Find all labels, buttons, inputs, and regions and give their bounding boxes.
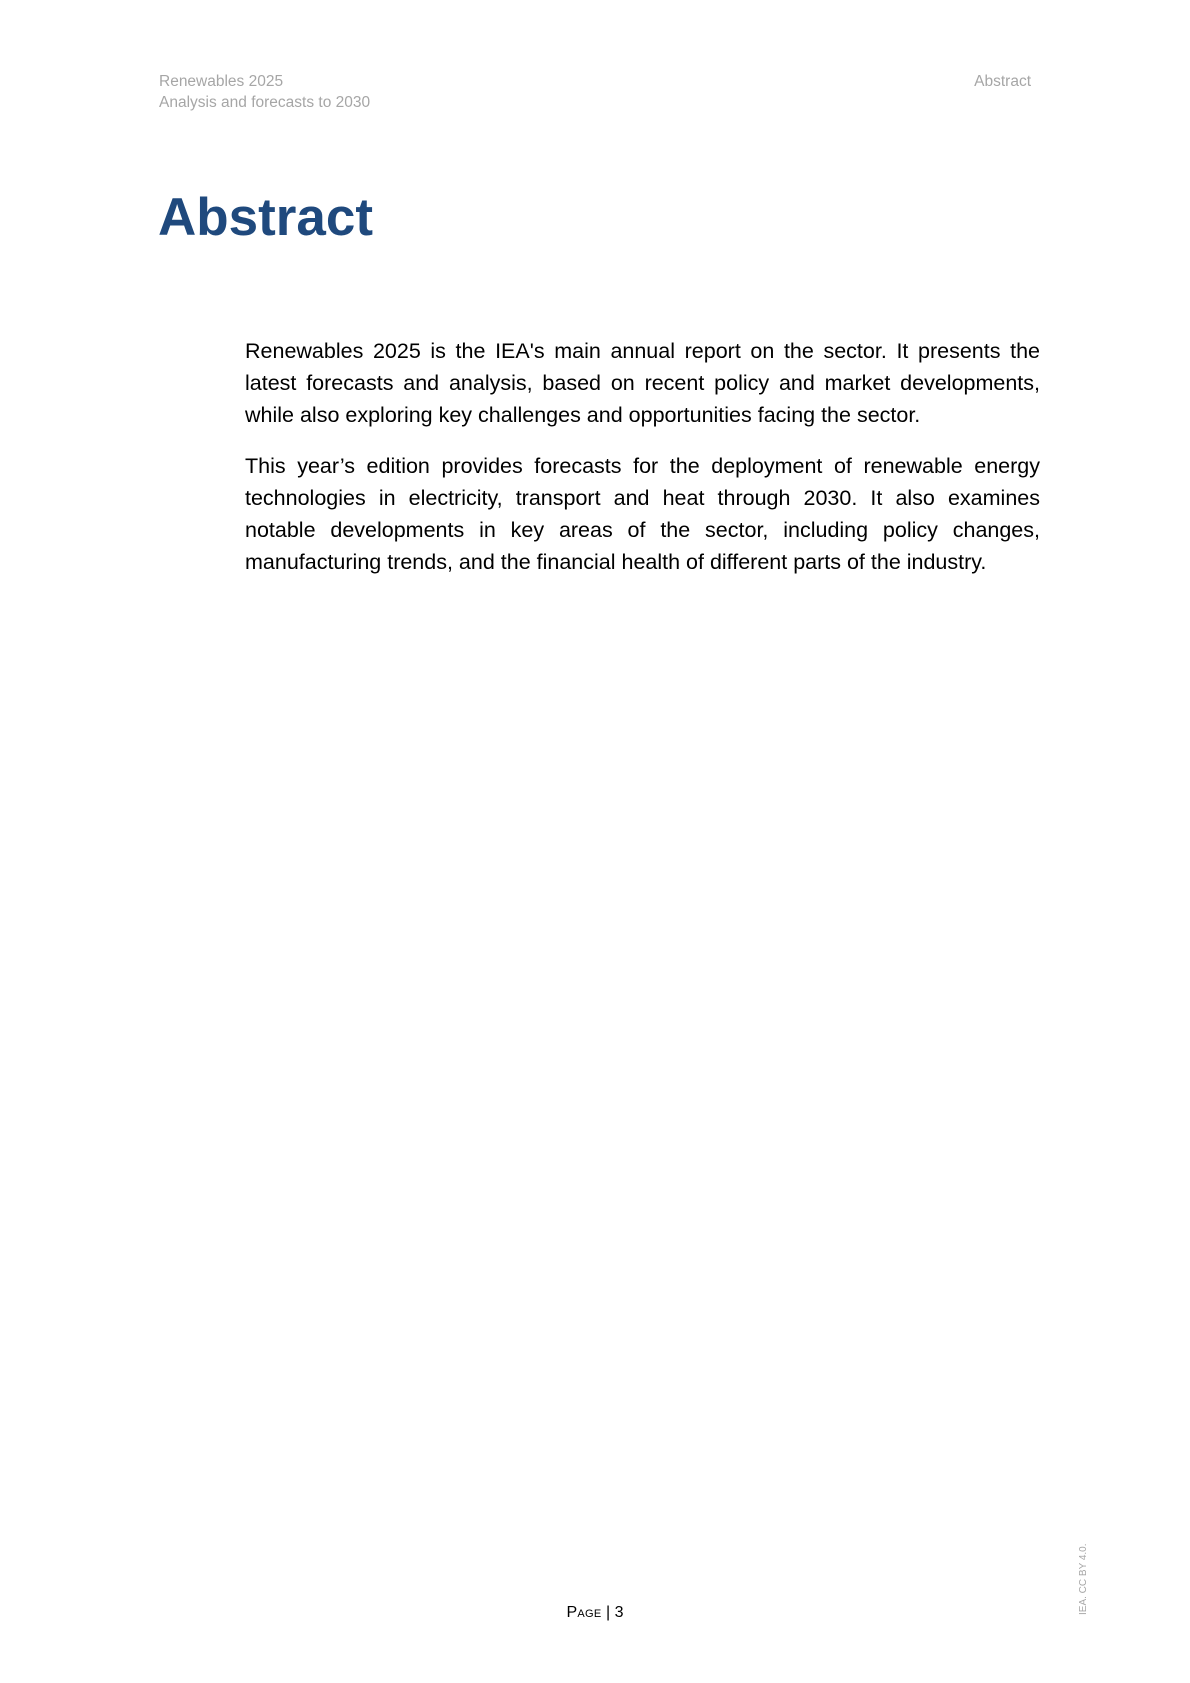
license-notice: IEA. CC BY 4.0. (1078, 1543, 1089, 1615)
running-header-section: Abstract (974, 73, 1031, 90)
abstract-paragraph-2: This year’s edition provides forecasts for the deployment of renewable energy technologies in electricity, transport and heat through 2030. It also examines notable developments in key areas of the sector, including policy changes, manufacturing trends, and the financial health of different parts of the industry. (245, 454, 1040, 574)
abstract-paragraph-1: Renewables 2025 is the IEA's main annual report on the sector. It presents the latest forecasts and analysis, based on recent policy and market developments, while also exploring key challenges and opportunities facing the sector. (245, 339, 1040, 427)
report-subtitle: Analysis and forecasts to 2030 (159, 94, 371, 111)
page-number-footer (0, 1603, 1190, 1623)
report-title: Renewables 2025 (159, 73, 284, 90)
abstract-body (245, 335, 1040, 597)
page-number: 3 (614, 1604, 624, 1621)
running-header-left (159, 71, 370, 113)
page-title: Abstract (158, 188, 374, 247)
page-label: Page (566, 1604, 602, 1621)
page-separator: | (606, 1604, 611, 1621)
